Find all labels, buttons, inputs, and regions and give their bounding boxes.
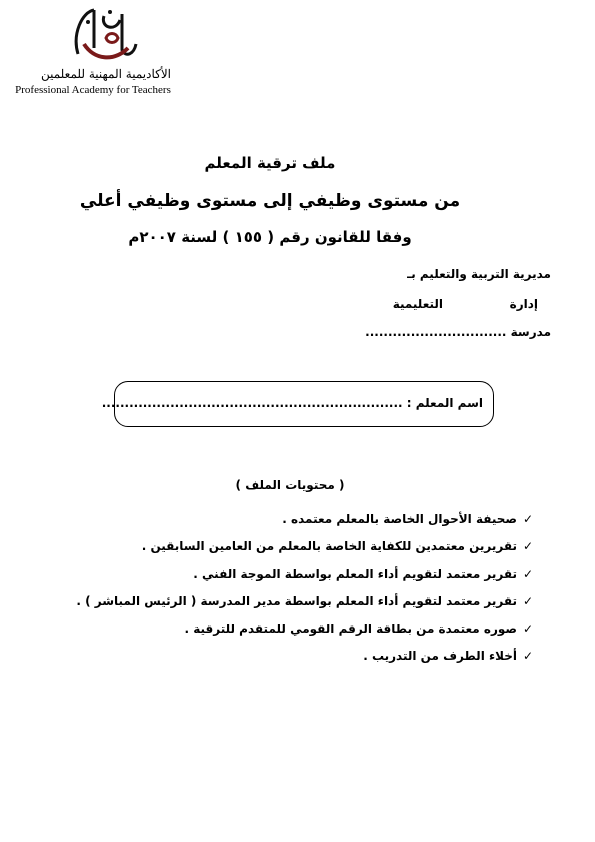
- list-item-text: تقريرين معتمدين للكفاية الخاصة بالمعلم من العامين السابقين .: [141, 539, 517, 554]
- check-icon: ✓: [522, 539, 534, 554]
- list-item: [57, 588, 537, 616]
- contents-list: [57, 505, 537, 670]
- teacher-name-box: [101, 381, 494, 427]
- list-item: [57, 533, 537, 561]
- directorate-field: مديرية التربية والتعليم بـ: [407, 267, 551, 281]
- list-item-text: صحيفة الأحوال الخاصة بالمعلم معتمده .: [282, 511, 517, 526]
- list-item-text: صوره معتمدة من بطاقة الرقم القومي للمتقدم للترقية .: [184, 621, 517, 636]
- check-icon: ✓: [522, 511, 534, 526]
- list-item-text: تقرير معتمد لتقويم أداء المعلم بواسطة مدير المدرسة ( الرئيس المباشر ) .: [76, 594, 517, 609]
- check-icon: ✓: [522, 649, 534, 664]
- list-item: [57, 643, 537, 671]
- teacher-name-field: اسم المعلم : ..................................................................: [101, 396, 483, 410]
- list-item: [57, 505, 537, 533]
- check-icon: ✓: [522, 566, 534, 581]
- document-title: ملف ترقية المعلم: [204, 154, 336, 172]
- check-icon: ✓: [522, 621, 534, 636]
- logo-emblem: [64, 4, 144, 66]
- administration-suffix: التعليمية: [392, 297, 443, 311]
- check-icon: ✓: [522, 594, 534, 609]
- logo-english-text: Professional Academy for Teachers: [15, 84, 171, 96]
- logo-arabic-text: الأكاديمية المهنية للمعلمين: [40, 67, 171, 81]
- contents-heading: ( محتويات الملف ): [235, 478, 345, 492]
- list-item-text: تقرير معتمد لتقويم أداء المعلم بواسطة الموجة الفني .: [193, 566, 517, 581]
- academy-logo: [14, 4, 172, 100]
- document-subtitle: من مستوى وظيفي إلى مستوى وظيفي أعلي: [79, 191, 461, 211]
- administration-label: إدارة: [509, 297, 538, 311]
- law-reference: وفقا للقانون رقم ( ١٥٥ ) لسنة ٢٠٠٧م: [128, 228, 412, 246]
- list-item: [57, 560, 537, 588]
- list-item-text: أخلاء الطرف من التدريب .: [363, 649, 517, 664]
- school-field: مدرسة ...............................: [365, 325, 551, 339]
- list-item: [57, 615, 537, 643]
